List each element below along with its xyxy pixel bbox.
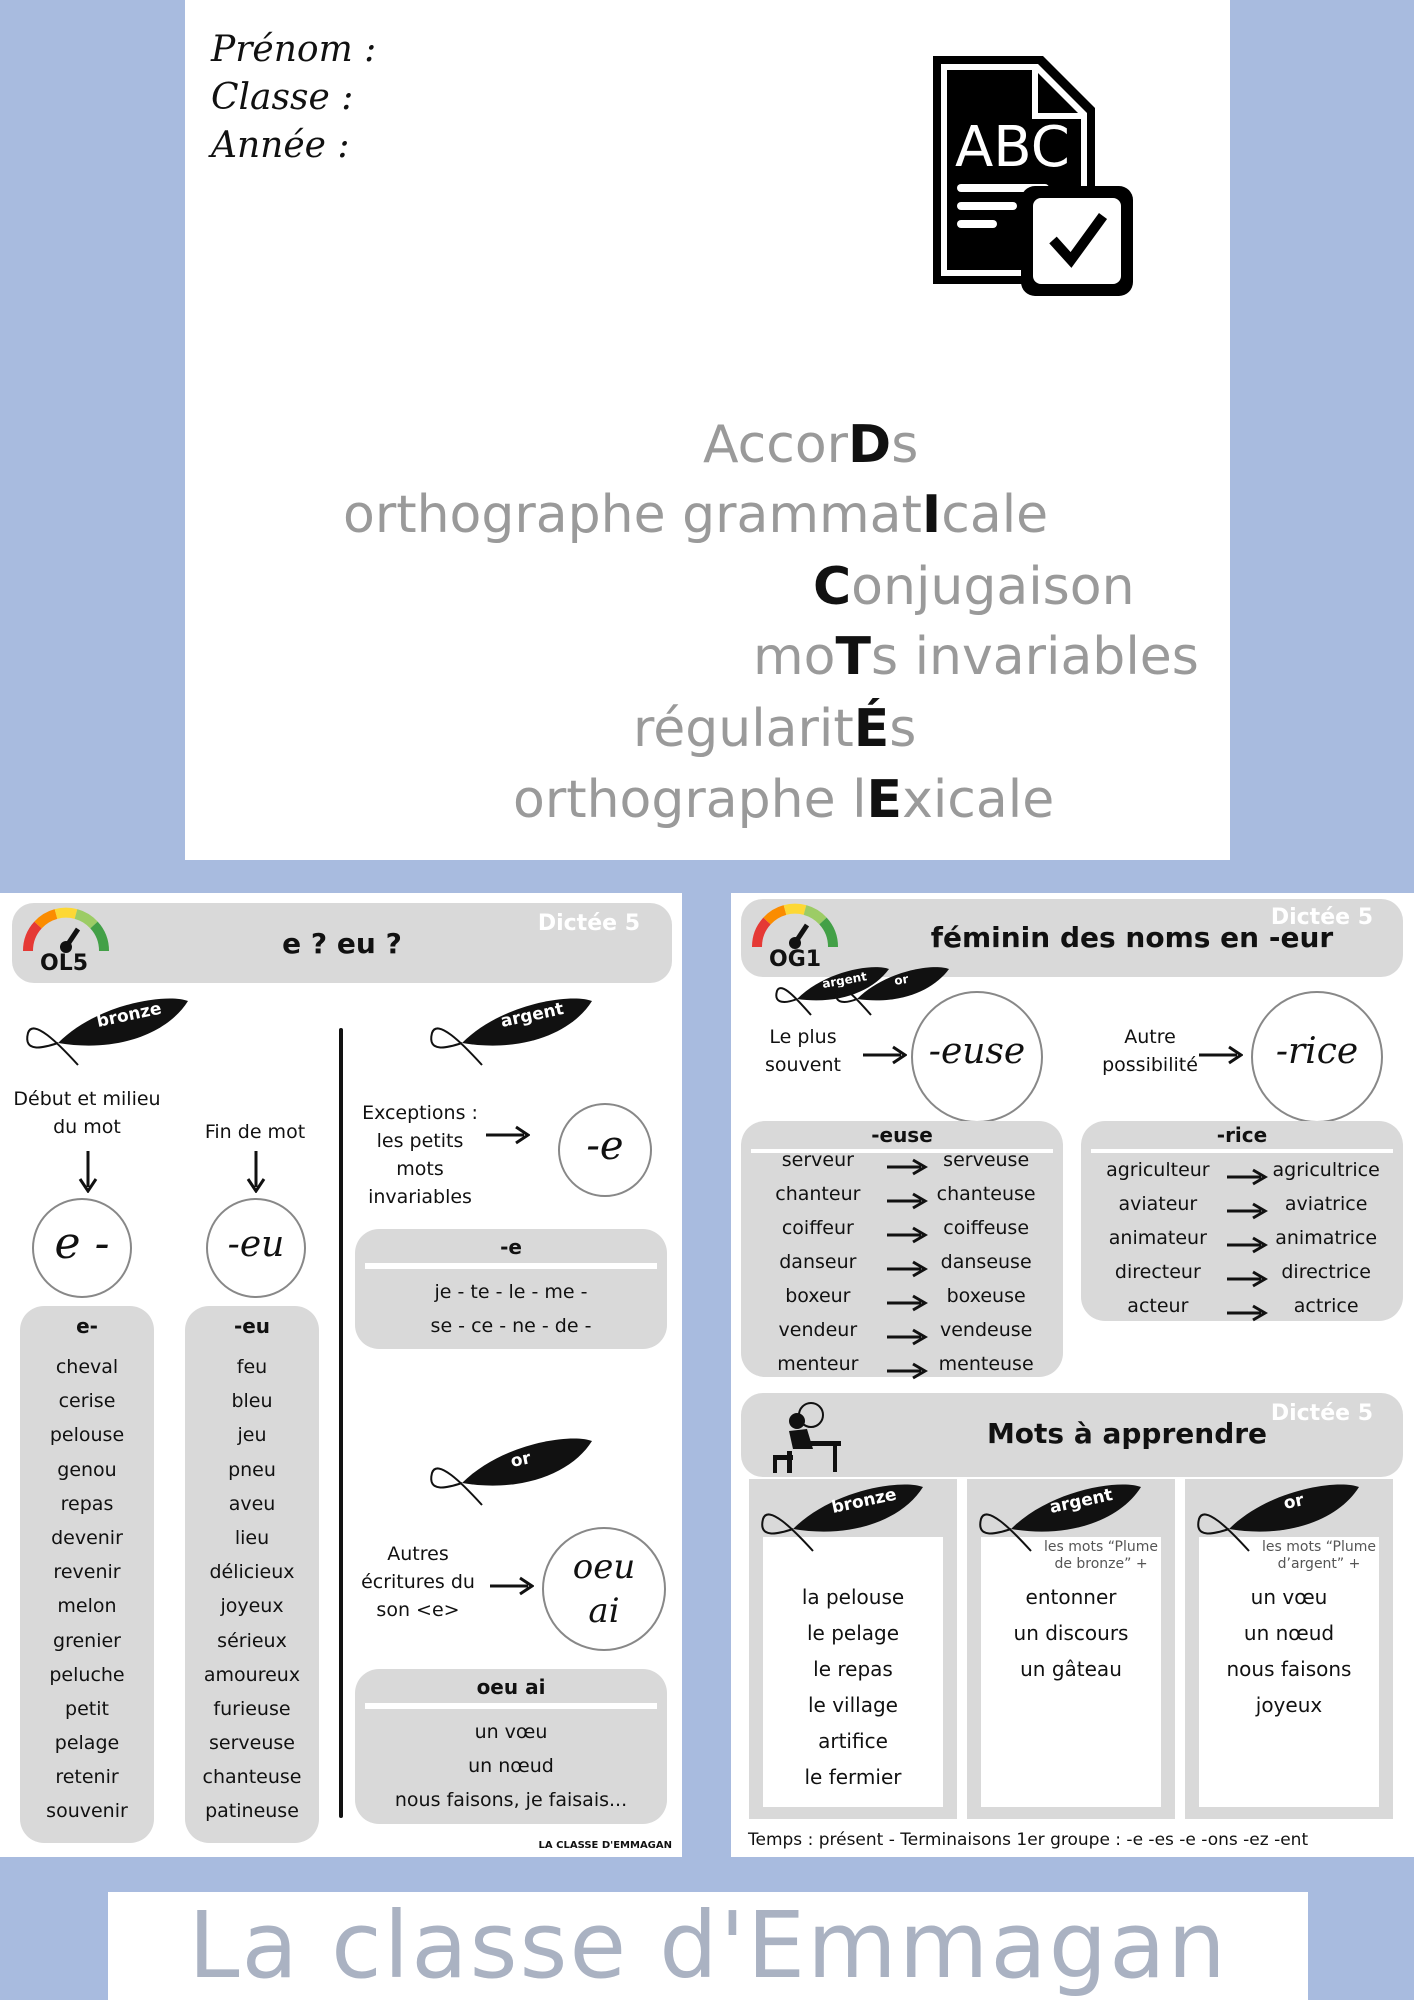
skill-code: OG1 (769, 947, 822, 972)
argent-words-box (967, 1479, 1175, 1819)
list-item: repas (60, 1492, 114, 1515)
cover-page (185, 0, 1230, 860)
list-item: sérieux (217, 1629, 287, 1652)
pair-row: animateur animatrice (1089, 1227, 1395, 1261)
svg-text:or: or (508, 1448, 533, 1472)
dictee-label: Dictée 5 (1270, 1401, 1373, 1426)
pair-row: agriculteur agricultrice (1089, 1159, 1395, 1193)
list-item: patineuse (205, 1800, 299, 1823)
acrostic-row-6: orthographe lExicale (513, 770, 1055, 830)
argent-note: les mots “Plume de bronze” + (1044, 1539, 1158, 1572)
svg-text:bronze: bronze (94, 998, 164, 1032)
list-item: genou (57, 1458, 117, 1481)
circle-exc: -e (558, 1103, 652, 1197)
list-item: un gâteau (1020, 1657, 1122, 1681)
list-item: lieu (234, 1526, 270, 1549)
list-item: chanteuse (202, 1766, 302, 1789)
plus-souvent-label: Le plus souvent (765, 1026, 841, 1076)
svg-text:ABC: ABC (955, 115, 1070, 180)
pair-row: serveur serveuse (749, 1149, 1055, 1183)
list-item: la pelouse (801, 1585, 905, 1609)
rice-pairs (1089, 1159, 1395, 1329)
list-item: furieuse (213, 1697, 291, 1720)
credit-label: LA CLASSE D'EMMAGAN (538, 1840, 672, 1851)
circle-eu: -eu (206, 1198, 306, 1298)
arrow-down-icon (78, 1151, 98, 1197)
autres-label: Autres écritures du son <e> (361, 1543, 475, 1621)
box-e-title: -e (500, 1235, 522, 1259)
list-item: un nœud (1243, 1621, 1335, 1645)
document-check-icon (923, 48, 1139, 300)
or-words-box (1185, 1479, 1393, 1819)
box-divider (365, 1703, 657, 1709)
list-item: bleu (231, 1390, 273, 1413)
svg-text:bronze: bronze (829, 1484, 899, 1518)
circle-euse: -euse (911, 991, 1043, 1123)
list-item: un vœu (474, 1721, 548, 1743)
list-item: aveu (228, 1492, 276, 1515)
autre-possibilite-label: Autre possibilité (1102, 1026, 1198, 1076)
euse-box (741, 1121, 1063, 1377)
euse-title: -euse (871, 1123, 933, 1147)
svg-text:argent: argent (821, 969, 868, 991)
list-item: feu (236, 1356, 268, 1378)
list-item: le fermier (804, 1765, 902, 1789)
list-item: pneu (228, 1458, 276, 1481)
pair-row: coiffeur coiffeuse (749, 1217, 1055, 1251)
skill-code: OL5 (40, 951, 89, 976)
dictee-label: Dictée 5 (1270, 905, 1373, 930)
list-item: pelouse (49, 1424, 125, 1447)
argent-word-list (967, 1579, 1175, 1687)
rice-box (1081, 1121, 1403, 1321)
column-e (20, 1306, 154, 1843)
list-item: le village (808, 1693, 898, 1717)
list-item: se - ce - ne - de - (430, 1315, 592, 1338)
pair-row: chanteur chanteuse (749, 1183, 1055, 1217)
pair-row: directeur directrice (1089, 1261, 1395, 1295)
acrostic-row-5: régularitÉs (633, 699, 917, 759)
acrostic-row-2: orthographe grammatIcale (343, 485, 1049, 545)
list-item: entonner (1025, 1585, 1117, 1609)
prenom-label: Prénom : (211, 29, 377, 70)
student-reading-icon (763, 1399, 843, 1479)
arrow-down-icon (246, 1151, 266, 1197)
list-item: melon (57, 1595, 117, 1618)
acrostic-row-1: AccorDs (703, 415, 919, 475)
list-item: un discours (1013, 1621, 1129, 1645)
bronze-words-box (749, 1479, 957, 1819)
box-oeu-title: oeu ai (476, 1675, 546, 1699)
list-item: cerise (58, 1390, 116, 1413)
list-item: nous faisons, je faisais... (394, 1789, 628, 1812)
svg-text:or: or (1281, 1490, 1306, 1514)
list-item: le pelage (806, 1621, 900, 1645)
euse-pairs (749, 1149, 1055, 1379)
or-word-list (1185, 1579, 1393, 1723)
rice-title: -rice (1216, 1123, 1268, 1147)
box-divider (1091, 1149, 1393, 1153)
classe-label: Classe : (211, 77, 354, 118)
column-e-list (20, 1350, 154, 1829)
footer-note: Temps : présent - Terminaisons 1er groupe : -e -es -e -ons -ez -ent (748, 1830, 1309, 1850)
left-header (12, 903, 672, 983)
svg-text:argent: argent (1047, 1485, 1115, 1518)
list-item: serveuse (209, 1732, 295, 1755)
gauge-icon (751, 903, 839, 953)
debut-label: Début et milieu du mot (13, 1088, 161, 1138)
list-item: souvenir (46, 1800, 128, 1823)
bronze-feather-icon (753, 1479, 923, 1573)
acrostic-row-3: Conjugaison (813, 557, 1135, 617)
column-e-title: e- (76, 1314, 98, 1338)
column-eu-title: -eu (233, 1314, 271, 1338)
dictee-label: Dictée 5 (537, 911, 640, 936)
list-item: amoureux (203, 1663, 301, 1686)
list-item: un nœud (468, 1755, 554, 1778)
pair-row: aviateur aviatrice (1089, 1193, 1395, 1227)
or-note: les mots “Plume d’argent” + (1262, 1539, 1376, 1572)
brand-title: La classe d'Emmagan (188, 1892, 1228, 1999)
column-eu-list (185, 1350, 319, 1829)
list-item: pelage (54, 1732, 120, 1755)
acrostic-row-4: moTs invariables (753, 627, 1199, 687)
mots-header (741, 1393, 1403, 1477)
arrow-right-icon (863, 1045, 907, 1069)
circle-rice: -rice (1251, 991, 1383, 1123)
list-item: artifice (818, 1729, 888, 1753)
list-item: cheval (55, 1356, 119, 1378)
vertical-divider (339, 1028, 343, 1818)
list-item: petit (65, 1697, 109, 1720)
pair-row: menteur menteuse (749, 1353, 1055, 1387)
svg-text:argent: argent (498, 999, 566, 1032)
argent-feather-icon (422, 993, 592, 1087)
list-item: je - te - le - me - (434, 1281, 588, 1303)
arrow-right-icon (1199, 1045, 1243, 1069)
circle-oeu-ai: oeu ai (542, 1527, 666, 1651)
right-card (731, 893, 1414, 1857)
list-item: grenier (53, 1629, 121, 1652)
arrow-right-icon (486, 1125, 530, 1149)
left-card (0, 893, 682, 1857)
list-item: revenir (53, 1561, 121, 1584)
mots-title: Mots à apprendre (986, 1417, 1268, 1450)
pair-row: acteur actrice (1089, 1295, 1395, 1329)
list-item: jeu (237, 1424, 267, 1447)
box-e (355, 1229, 667, 1349)
list-item: retenir (55, 1766, 119, 1789)
box-divider (365, 1263, 657, 1269)
list-item: devenir (51, 1526, 123, 1549)
right-title: féminin des noms en -eur (930, 921, 1334, 954)
student-info (211, 26, 376, 170)
box-e-list (355, 1275, 667, 1343)
list-item: joyeux (1255, 1693, 1323, 1717)
left-title: e ? eu ? (282, 927, 402, 960)
list-item: nous faisons (1226, 1657, 1352, 1681)
pair-row: danseur danseuse (749, 1251, 1055, 1285)
pair-row: vendeur vendeuse (749, 1319, 1055, 1353)
brand-banner (108, 1892, 1308, 2000)
arrow-right-icon (490, 1576, 534, 1600)
column-eu (185, 1306, 319, 1843)
bronze-feather-icon (18, 993, 188, 1087)
circle-e: e - (32, 1198, 132, 1298)
or-feather-icon (422, 1433, 592, 1527)
pair-row: boxeur boxeuse (749, 1285, 1055, 1319)
box-oeu (355, 1669, 667, 1824)
fin-label: Fin de mot (204, 1121, 306, 1143)
list-item: le repas (813, 1657, 893, 1681)
exceptions-label: Exceptions : les petits mots invariables (362, 1102, 478, 1208)
list-item: joyeux (220, 1595, 284, 1618)
svg-text:or: or (893, 971, 910, 988)
annee-label: Année : (211, 125, 350, 166)
bronze-word-list (749, 1579, 957, 1795)
list-item: peluche (49, 1663, 125, 1686)
box-oeu-list (355, 1715, 667, 1818)
list-item: un vœu (1250, 1585, 1328, 1609)
list-item: délicieux (209, 1561, 295, 1584)
